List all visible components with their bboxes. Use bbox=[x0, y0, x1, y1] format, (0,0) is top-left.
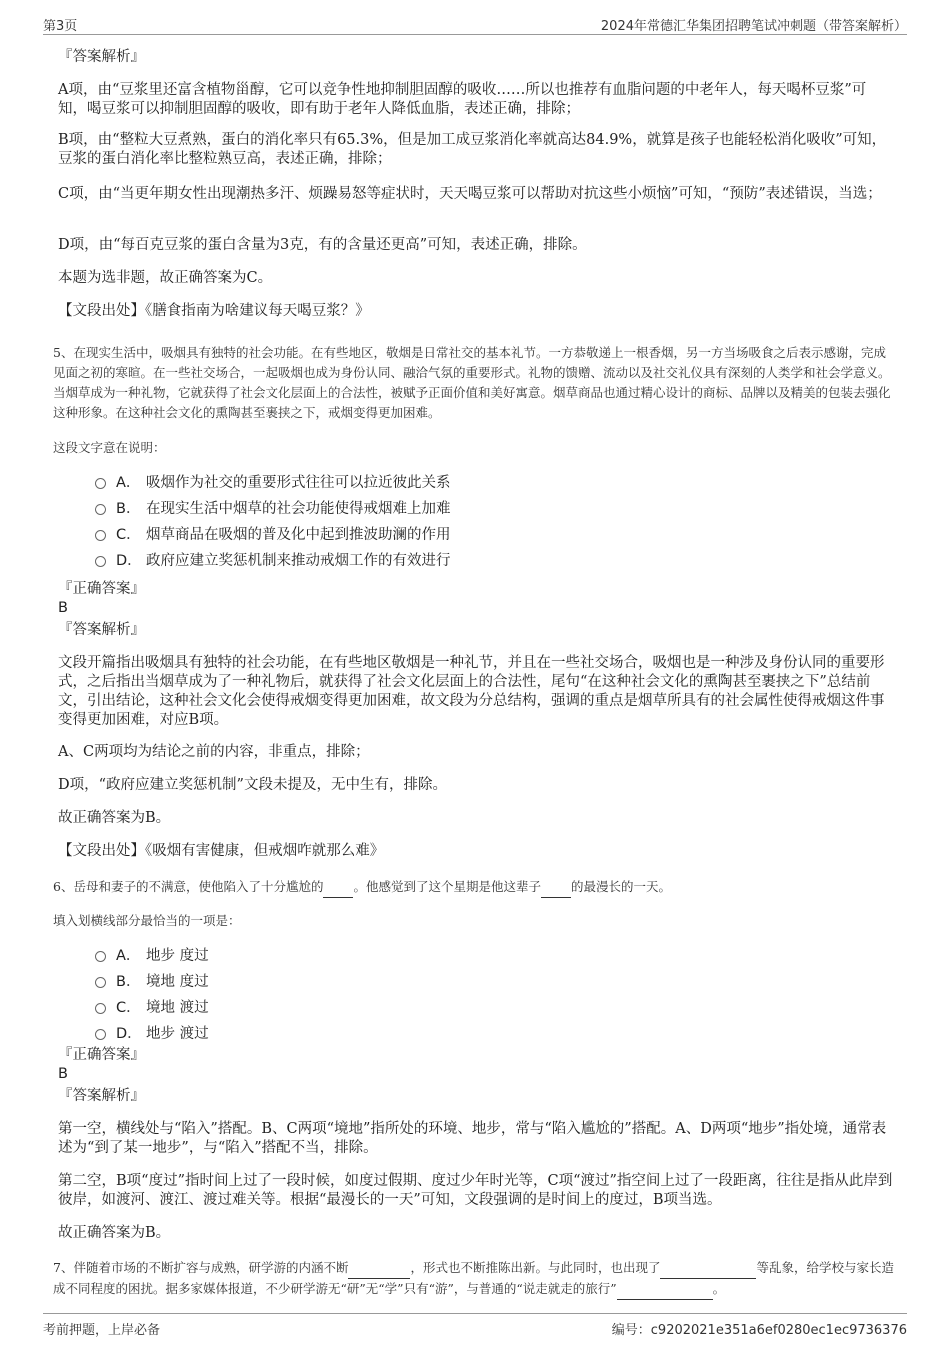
q4-analysis-label: 『答案解析』 bbox=[58, 49, 145, 65]
blank-line bbox=[348, 1258, 410, 1279]
q6-correct-label: 『正确答案』 bbox=[58, 1047, 145, 1063]
document-code: 编号：c9202021e351a6ef0280ec1ec9736376 bbox=[611, 1323, 907, 1338]
radio-icon[interactable] bbox=[95, 1003, 106, 1014]
q6-stem: 6、岳母和妻子的不满意，使他陷入了十分尴尬的 。他感觉到了这个星期是他这辈子 的最漫长的一天。 bbox=[53, 877, 895, 898]
q5-analysis-1: 文段开篇指出吸烟具有独特的社会功能，在有些地区敬烟是一种礼节，并且在一些社交场合，吸烟也是一种涉及身份认同的重要形式，之后指出当烟草成为了一种礼物后，就获得了社会文化层面上的合法性，尾句“在这种社会文化的熏陶甚至裹挟之下”总结前文，引出结论，这种社会文化会使得戒烟变得更加困难，故文段为分总结构，强调的重点是烟草所具有的社会属性使得戒烟这件事变得更加困难，对应B项。 bbox=[58, 655, 885, 728]
footer-slogan: 考前押题，上岸必备 bbox=[43, 1323, 161, 1338]
q6-option-a[interactable]: A． 地步 度过 bbox=[95, 947, 209, 966]
page-footer bbox=[43, 1313, 907, 1340]
q6-option-c[interactable]: C． 境地 渡过 bbox=[95, 999, 209, 1018]
q5-source: 【文段出处】《吸烟有害健康，但戒烟咋就那么难》 bbox=[58, 843, 385, 859]
blank-line bbox=[617, 1279, 713, 1300]
q4-source: 【文段出处】《膳食指南为啥建议每天喝豆浆？》 bbox=[58, 303, 370, 319]
q5-option-d[interactable]: D． 政府应建立奖惩机制来推动戒烟工作的有效进行 bbox=[95, 552, 451, 571]
q6-prompt: 填入划横线部分最恰当的一项是： bbox=[53, 913, 241, 928]
q5-analysis-label: 『答案解析』 bbox=[58, 622, 145, 638]
q5-conclusion: 故正确答案为B。 bbox=[58, 810, 171, 826]
q4-analysis-b: B项，由“整粒大豆煮熟，蛋白的消化率只有65.3%，但是加工成豆浆消化率就高达84.9%，就算是孩子也能轻松消化吸收”可知，豆浆的蛋白消化率比整粒熟豆高，表述正确，排除； bbox=[58, 132, 887, 167]
q5-option-c[interactable]: C． 烟草商品在吸烟的普及化中起到推波助澜的作用 bbox=[95, 526, 451, 545]
q4-analysis-c: C项，由“当更年期女性出现潮热多汗、烦躁易怒等症状时，天天喝豆浆可以帮助对抗这些小烦恼”可知，“预防”表述错误，当选； bbox=[58, 186, 882, 202]
q6-conclusion: 故正确答案为B。 bbox=[58, 1225, 171, 1241]
q6-option-d[interactable]: D． 地步 渡过 bbox=[95, 1025, 209, 1044]
q6-analysis-label: 『答案解析』 bbox=[58, 1088, 145, 1104]
radio-icon[interactable] bbox=[95, 1029, 106, 1040]
page-number: 第3页 bbox=[43, 19, 78, 34]
q5-prompt: 这段文字意在说明： bbox=[53, 440, 166, 455]
q5-correct-label: 『正确答案』 bbox=[58, 581, 145, 597]
document-title: 2024年常德汇华集团招聘笔试冲刺题（带答案解析） bbox=[600, 19, 907, 34]
q4-analysis-d: D项，由“每百克豆浆的蛋白含量为3克，有的含量还更高”可知，表述正确，排除。 bbox=[58, 237, 587, 253]
q5-correct-answer: B bbox=[58, 600, 68, 616]
q7-stem: 7、伴随着市场的不断扩容与成熟，研学游的内涵不断 ，形式也不断推陈出新。与此同时，也出现了 等乱象，给学校与家长造成不同程度的困扰。据多家媒体报道，不少研学游无“研”无“学”只有“游”，与普通的“说走就走的旅行” 。 bbox=[53, 1258, 895, 1300]
q5-analysis-3: D项，“政府应建立奖惩机制”文段未提及，无中生有，排除。 bbox=[58, 777, 447, 793]
blank-line bbox=[660, 1258, 756, 1279]
radio-icon[interactable] bbox=[95, 556, 106, 567]
q6-analysis-1: 第一空，横线处与“陷入”搭配。B、C两项“境地”指所处的环境、地步，常与“陷入尴尬的”搭配。A、D两项“地步”指处境，通常表述为“到了某一地步”，与“陷入”搭配不当，排除。 bbox=[58, 1121, 887, 1156]
blank-line bbox=[541, 877, 571, 898]
radio-icon[interactable] bbox=[95, 478, 106, 489]
q5-analysis-2: A、C两项均为结论之前的内容，非重点，排除； bbox=[58, 744, 370, 760]
radio-icon[interactable] bbox=[95, 951, 106, 962]
radio-icon[interactable] bbox=[95, 504, 106, 515]
q6-analysis-2: 第二空，B项“度过”指时间上过了一段时候，如度过假期、度过少年时光等，C项“渡过”指空间上过了一段距离，往往是指从此岸到彼岸，如渡河、渡江、渡过难关等。根据“最漫长的一天”可知，文段强调的是时间上的度过，B项当选。 bbox=[58, 1173, 893, 1208]
q6-option-b[interactable]: B． 境地 度过 bbox=[95, 973, 209, 992]
q6-correct-answer: B bbox=[58, 1066, 68, 1082]
radio-icon[interactable] bbox=[95, 530, 106, 541]
q4-analysis-a: A项，由“豆浆里还富含植物甾醇，它可以竞争性地抑制胆固醇的吸收……所以也推荐有血脂问题的中老年人，每天喝杯豆浆”可知，喝豆浆可以抑制胆固醇的吸收，即有助于老年人降低血脂，表述正确，排除； bbox=[58, 82, 867, 117]
radio-icon[interactable] bbox=[95, 977, 106, 988]
q5-option-a[interactable]: A． 吸烟作为社交的重要形式往往可以拉近彼此关系 bbox=[95, 474, 451, 493]
q5-stem: 5、在现实生活中，吸烟具有独特的社会功能。在有些地区，敬烟是日常社交的基本礼节。一方恭敬递上一根香烟，另一方当场吸食之后表示感谢，完成见面之初的寒暄。在一些社交场合，一起吸烟也成为身份认同、融洽气氛的重要形式。礼物的馈赠、流动以及社交礼仪具有深刻的人类学和社会学意义。当烟草成为一种礼物，它就获得了社会文化层面上的合法性，被赋予正面价值和美好寓意。烟草商品也通过精心设计的商标、品牌以及精美的包装去强化这种形象。在这种社会文化的熏陶甚至裹挟之下，戒烟变得更加困难。 bbox=[53, 345, 891, 420]
q4-conclusion: 本题为选非题，故正确答案为C。 bbox=[58, 270, 273, 286]
blank-line bbox=[323, 877, 353, 898]
page-header bbox=[43, 12, 907, 35]
q5-option-b[interactable]: B． 在现实生活中烟草的社会功能使得戒烟难上加难 bbox=[95, 500, 451, 519]
